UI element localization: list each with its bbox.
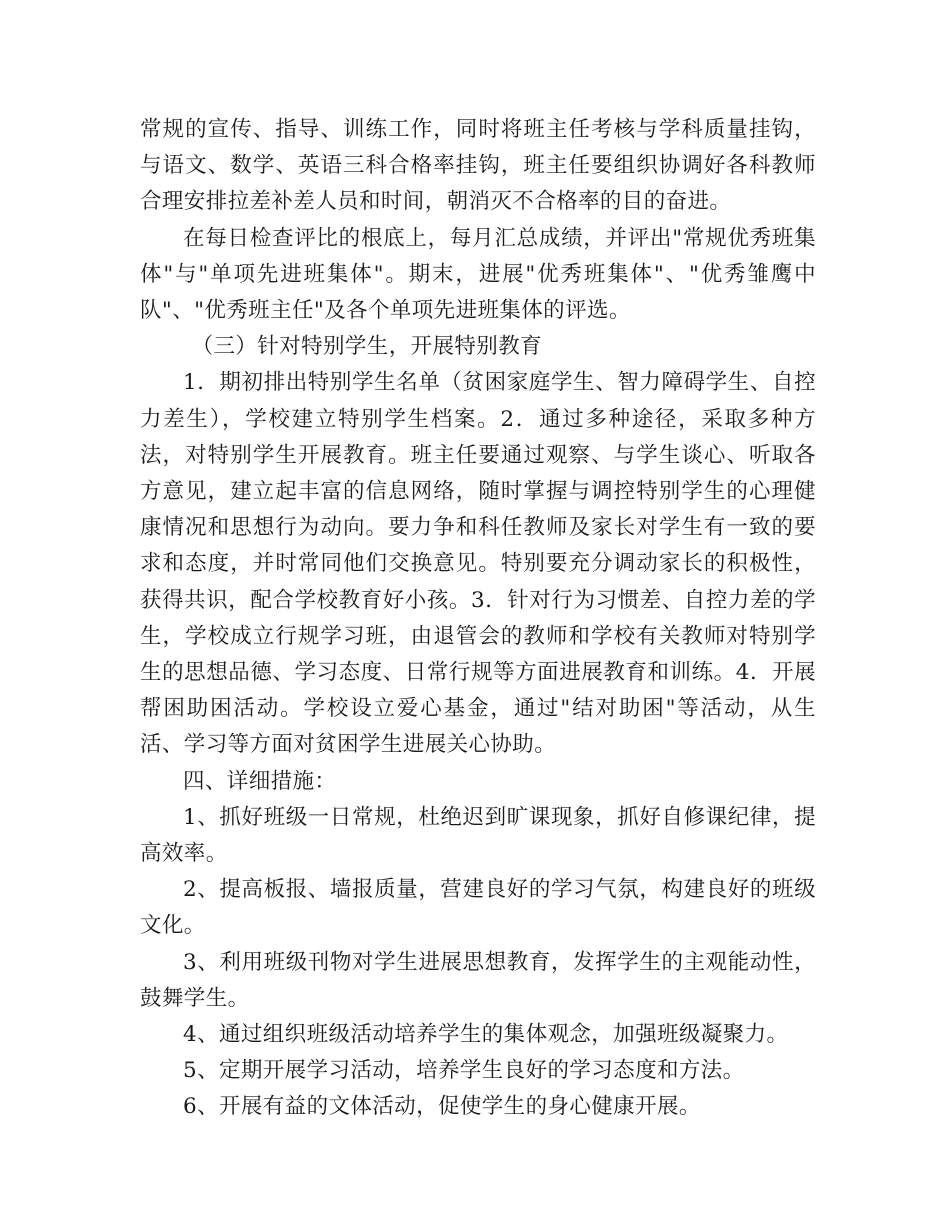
paragraph-continuation: 常规的宣传、指导、训练工作，同时将班主任考核与学科质量挂钩，与语文、数学、英语三科合格率挂钩，班主任要组织协调好各科教师合理安排拉差补差人员和时间，朝消灭不合格率的目的奋进。 bbox=[140, 117, 816, 215]
section-heading-measures: 四、详细措施： bbox=[183, 768, 337, 794]
measure-item-2: 2、提高板报、墙报质量，营建良好的学习气氛，构建良好的班级文化。 bbox=[140, 877, 816, 939]
paragraph-evaluation: 在每日检查评比的根底上，每月汇总成绩，并评出"常规优秀班集体"与"单项先进班集体"。期末，进展"优秀班集体"、"优秀雏鹰中队"、"优秀班主任"及各个单项先进班集体的评选。 bbox=[140, 225, 816, 324]
paragraph-special-education: 1．期初排出特别学生名单（贫困家庭学生、智力障碍学生、自控力差生），学校建立特别学生档案。2．通过多种途径，采取多种方法，对特别学生开展教育。班主任要通过观察、与学生谈心、听取各方意见，建立起丰富的信息网络，随时掌握与调控特别学生的心理健康情况和思想行为动向。要力争和科任教师及家长对学生有一致的要求和态度，并时常同他们交换意见。特别要充分调动家长的积极性，获得共识，配合学校教育好小孩。3．针对行为习惯差、自控力差的学生，学校成立行规学习班，由退管会的教师和学校有关教师对特别学生的思想品德、学习态度、日常行规等方面进展教育和训练。4．开展帮困助困活动。学校设立爱心基金，通过"结对助困"等活动，从生活、学习等方面对贫困学生进展关心协助。 bbox=[140, 370, 816, 758]
section-heading-special-students: （三）针对特别学生，开展特别教育 bbox=[191, 334, 542, 360]
measure-item-4: 4、通过组织班级活动培养学生的集体观念，加强班级凝聚力。 bbox=[183, 1022, 789, 1048]
measure-item-6: 6、开展有益的文体活动，促使学生的身心健康开展。 bbox=[183, 1094, 701, 1120]
measure-item-5: 5、定期开展学习活动，培养学生良好的学习态度和方法。 bbox=[183, 1058, 745, 1084]
measure-item-1: 1、抓好班级一日常规，杜绝迟到旷课现象，抓好自修课纪律，提高效率。 bbox=[140, 804, 816, 867]
document-body bbox=[140, 112, 816, 1126]
measure-item-3: 3、利用班级刊物对学生进展思想教育，发挥学生的主观能动性，鼓舞学生。 bbox=[140, 949, 816, 1011]
